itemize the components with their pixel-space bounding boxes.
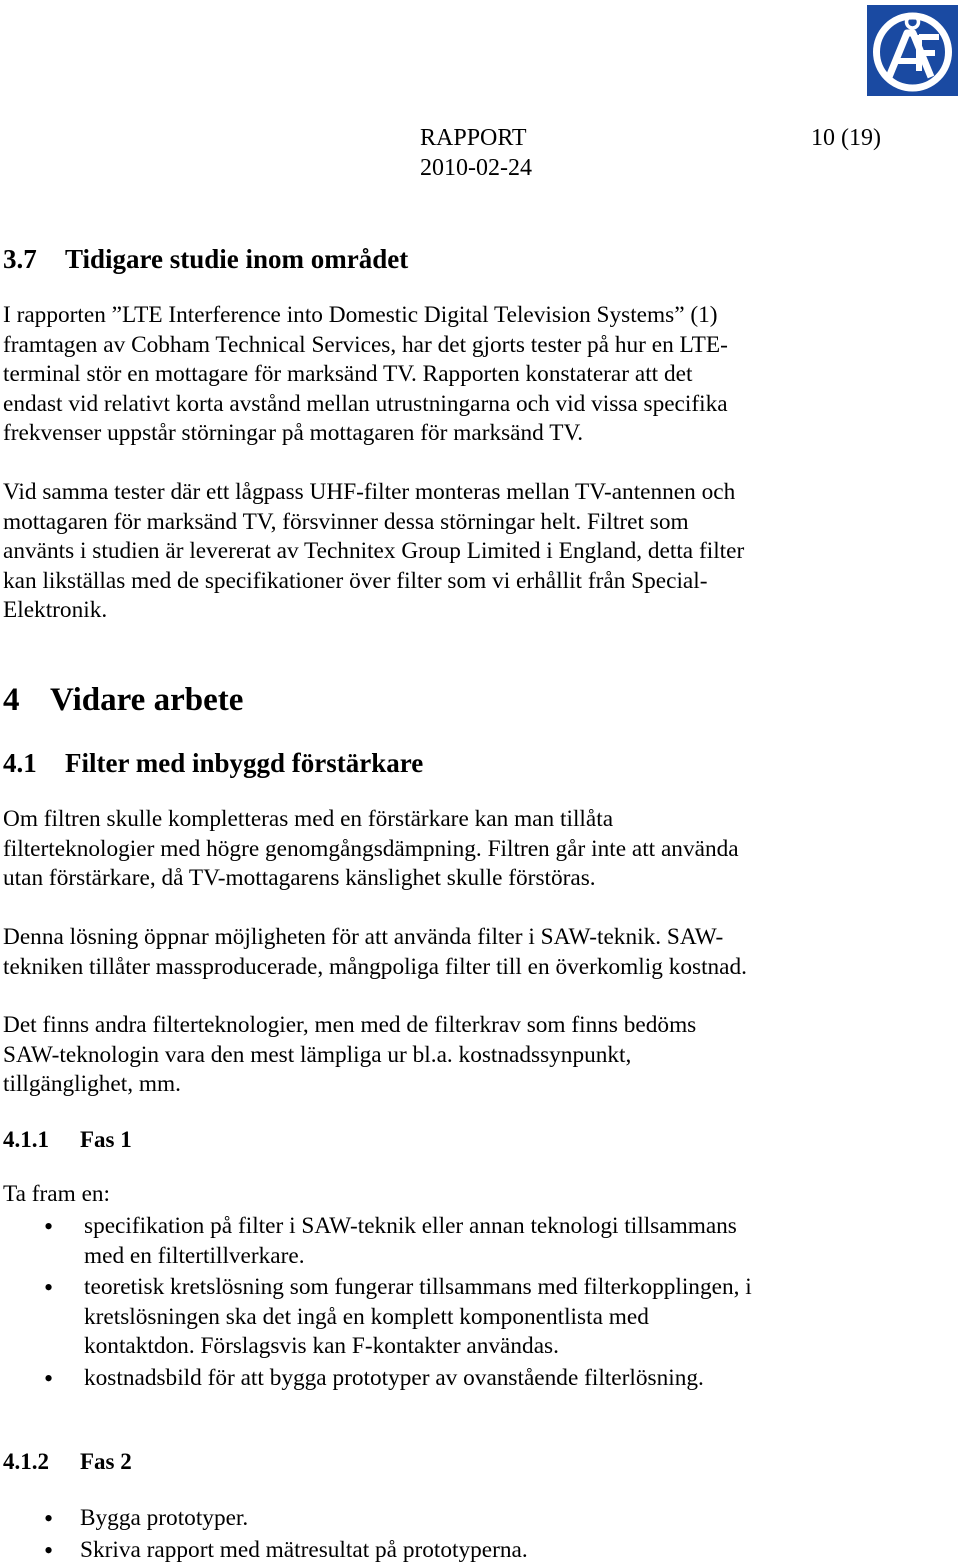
bullet-icon: • (44, 1363, 54, 1393)
heading-3-7 (3, 243, 408, 275)
text-line: använts i studien är levererat av Technitex Group Limited i England, detta filter (3, 538, 745, 565)
text-line: Ta fram en: (3, 1181, 111, 1207)
text-line: utan förstärkare, då TV-mottagarens känslighet skulle förstöras. (3, 865, 596, 892)
doc-type-label: RAPPORT (420, 125, 527, 151)
bullet-icon: • (44, 1535, 54, 1565)
paragraph-4-1-2 (3, 923, 843, 982)
page-number: 10 (19) (811, 125, 881, 151)
bullet-icon: • (44, 1504, 54, 1533)
heading-number: 4.1 (3, 748, 37, 778)
text-line: med en filtertillverkare. (84, 1242, 305, 1269)
bullet-list-fas-1 (0, 1212, 752, 1394)
text-line: SAW-teknologin vara den mest lämpliga ur bl.a. kostnadssynpunkt, (3, 1041, 632, 1068)
paragraph-3-7-2 (3, 478, 843, 626)
heading-title: Tidigare studie inom området (65, 244, 409, 274)
text-line: kontaktdon. Förslagsvis kan F-kontakter användas. (84, 1333, 559, 1360)
text-line: endast vid relativt korta avstånd mellan utrustningarna och vid vissa specifika (3, 390, 728, 417)
af-logo-icon (867, 5, 958, 96)
paragraph-4-1-1 (3, 805, 843, 894)
text-line: tillgänglighet, mm. (3, 1071, 181, 1098)
heading-4-1-1 (3, 1126, 132, 1154)
text-line: filterteknologier med högre genomgångsdämpning. Filtren går inte att använda (3, 835, 739, 862)
text-line: framtagen av Cobham Technical Services, har det gjorts tester på hur en LTE- (3, 331, 728, 358)
text-line: specifikation på filter i SAW-teknik eller annan teknologi tillsammans (84, 1213, 737, 1239)
heading-title: Fas 2 (80, 1449, 132, 1474)
bullet-icon: • (44, 1212, 54, 1241)
text-line: Skriva rapport med mätresultat på prototyperna. (80, 1536, 528, 1563)
text-line: terminal stör en mottagare för marksänd TV. Rapporten konstaterar att det (3, 361, 693, 388)
text-line: I rapporten ”LTE Interference into Domestic Digital Television Systems” (1) (3, 302, 718, 328)
list-item (0, 1504, 528, 1534)
list-item (0, 1364, 752, 1394)
heading-4 (3, 681, 243, 719)
list-item (0, 1273, 752, 1362)
doc-date: 2010-02-24 (420, 155, 532, 181)
text-line: mottagaren för marksänd TV, försvinner dessa störningar helt. Filtret som (3, 508, 689, 535)
intro-text (3, 1180, 843, 1210)
list-item (0, 1212, 752, 1271)
heading-title: Filter med inbyggd förstärkare (65, 748, 424, 778)
text-line: kan likställas med de specifikationer över filter som vi erhållit från Special- (3, 567, 708, 594)
bullet-list-fas-2 (0, 1504, 528, 1565)
text-line: Bygga prototyper. (80, 1505, 249, 1531)
paragraph-4-1-3 (3, 1011, 843, 1100)
company-logo (867, 5, 958, 96)
text-line: kostnadsbild för att bygga prototyper av ovanstående filterlösning. (84, 1364, 704, 1391)
text-line: Om filtren skulle kompletteras med en förstärkare kan man tillåta (3, 806, 614, 832)
heading-title: Vidare arbete (50, 682, 244, 718)
heading-number: 4.1.1 (3, 1127, 49, 1152)
heading-number: 4 (3, 682, 20, 718)
text-line: Det finns andra filterteknologier, men med de filterkrav som finns bedöms (3, 1012, 697, 1038)
heading-title: Fas 1 (80, 1127, 132, 1152)
text-line: kretslösningen ska det ingå en komplett komponentlista med (84, 1303, 649, 1330)
text-line: Denna lösning öppnar möjligheten för att använda filter i SAW-teknik. SAW- (3, 924, 724, 950)
heading-number: 4.1.2 (3, 1449, 49, 1474)
text-line: Elektronik. (3, 597, 108, 624)
list-item (0, 1536, 528, 1566)
text-line: frekvenser uppstår störningar på mottagaren för marksänd TV. (3, 420, 584, 447)
paragraph-3-7-1 (3, 301, 843, 449)
text-line: Vid samma tester där ett lågpass UHF-filter monteras mellan TV-antennen och (3, 479, 736, 505)
text-line: teoretisk kretslösning som fungerar tillsammans med filterkopplingen, i (84, 1274, 752, 1301)
heading-number: 3.7 (3, 244, 37, 274)
bullet-icon: • (44, 1273, 54, 1303)
text-line: tekniken tillåter massproducerade, mångpoliga filter till en överkomlig kostnad. (3, 953, 747, 980)
heading-4-1 (3, 747, 423, 779)
heading-4-1-2 (3, 1448, 132, 1476)
